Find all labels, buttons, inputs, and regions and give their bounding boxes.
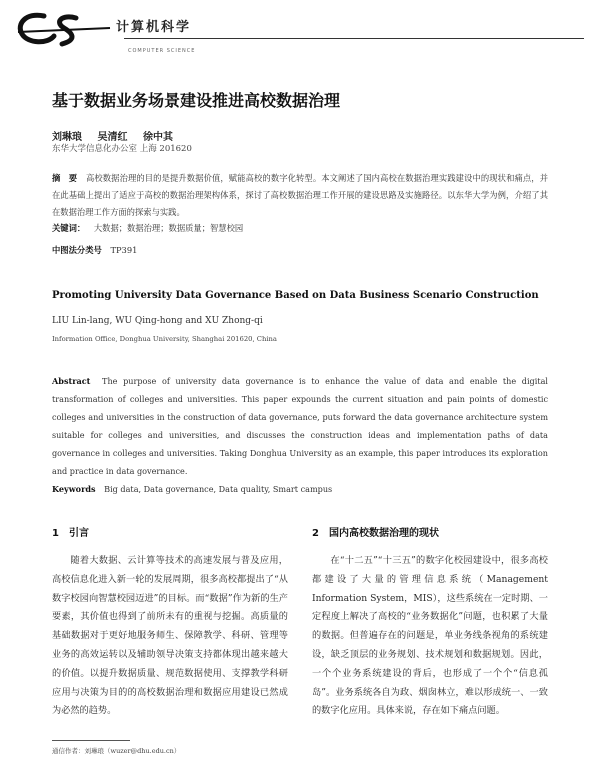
section-number: 2 bbox=[312, 528, 319, 539]
section-title: 引言 bbox=[68, 528, 89, 539]
journal-subtitle: COMPUTER SCIENCE bbox=[128, 48, 196, 54]
english-abstract-text: The purpose of university data governance is to enhance the value of data and enable the digital transformation of colleges and universities. This paper expounds the current situation and pain points of domestic colleges and universities in the construction of data governance, puts forward the data governance architecture system suitable for colleges and universities, and discusses the construction ideas and implementation paths of data governance in colleges and universities. Taking Donghua University as an example, this paper introduces its exploration and practice in data governance. bbox=[52, 376, 548, 476]
section-body: 随着大数据、云计算等技术的高速发展与普及应用，高校信息化进入新一轮的发展周期，很多高校都提出了“从数字校园向智慧校园迈进”的目标。而“数据”作为新的生产要素，其价值也得到了前所未有的重视与挖掘。高质量的基础数据对于更好地服务师生、保障教学、科研、管理等业务的高效运转以及辅助领导决策支持都体现出越来越大的价值。以提升数据质量、规范数据使用、支撑教学科研应用与决策为目的的高校数据治理和数据应用建设已然成为必然的趋势。 bbox=[52, 555, 288, 717]
classification-code bbox=[52, 244, 137, 256]
section-heading bbox=[52, 524, 89, 539]
english-affiliation: Information Office, Donghua University, Shanghai 201620, China bbox=[52, 335, 277, 343]
keywords-cn bbox=[52, 222, 548, 234]
english-keywords bbox=[52, 484, 548, 494]
paper-authors: 刘琳琅 吴清红 徐中其 bbox=[52, 132, 173, 143]
footnote-rule bbox=[52, 740, 130, 741]
section-heading bbox=[312, 524, 439, 539]
abstract-cn-label: 摘 要 bbox=[52, 173, 78, 183]
keywords-cn-label: 关键词： bbox=[52, 223, 86, 233]
english-abstract-label: Abstract bbox=[52, 376, 91, 386]
journal-logo-icon bbox=[14, 10, 114, 48]
journal-header bbox=[14, 10, 586, 54]
paper-affiliation: 东华大学信息化办公室 上海 201620 bbox=[52, 144, 192, 154]
abstract-cn bbox=[52, 170, 548, 221]
english-abstract bbox=[52, 372, 548, 480]
clc-value: TP391 bbox=[110, 245, 138, 255]
english-keywords-label: Keywords bbox=[52, 484, 96, 494]
keywords-cn-text: 大数据；数据治理；数据质量；智慧校园 bbox=[93, 223, 244, 233]
abstract-cn-text: 高校数据治理的目的是提升数据价值，赋能高校的数字化转型。本文阐述了国内高校在数据治理实践建设中的现状和痛点，并在此基础上提出了适应于高校的数据治理架构体系，探讨了高校数据治理工作开展的建设思路及实施路径。以东华大学为例，介绍了其在数据治理工作方面的探索与实践。 bbox=[52, 173, 548, 217]
footnote: 通信作者：刘琳琅（wuzer@dhu.edu.cn） bbox=[52, 747, 181, 755]
header-rule bbox=[124, 38, 584, 39]
english-authors: LIU Lin-lang, WU Qing-hong and XU Zhong-qi bbox=[52, 316, 263, 326]
english-title: Promoting University Data Governance Based on Data Business Scenario Construction bbox=[52, 290, 539, 301]
clc-label: 中图法分类号 bbox=[52, 245, 102, 255]
section-number: 1 bbox=[52, 528, 59, 539]
paper-title: 基于数据业务场景建设推进高校数据治理 bbox=[52, 91, 341, 110]
section-body: 在“十二五”“十三五”的数字化校园建设中，很多高校都建设了大量的管理信息系统（Management Information System，MIS），这些系统在一定时期、一定程度上解决了高校的“业务数据化”问题，也积累了大量的数据。但普遍存在的问题是，单业务线条视角的系统建设，缺乏顶层的业务规划、技术规划和数据规划。因此，一个个业务系统建设的背后，也形成了一个个“信息孤岛”。业务系统各自为政、烟囱林立，难以形成统一、一致的数字化应用。具体来说，存在如下痛点问题。 bbox=[312, 555, 548, 717]
journal-name: 计算机科学 bbox=[116, 20, 192, 35]
english-keywords-text: Big data, Data governance, Data quality, Smart campus bbox=[104, 484, 333, 494]
section-title: 国内高校数据治理的现状 bbox=[328, 528, 439, 539]
